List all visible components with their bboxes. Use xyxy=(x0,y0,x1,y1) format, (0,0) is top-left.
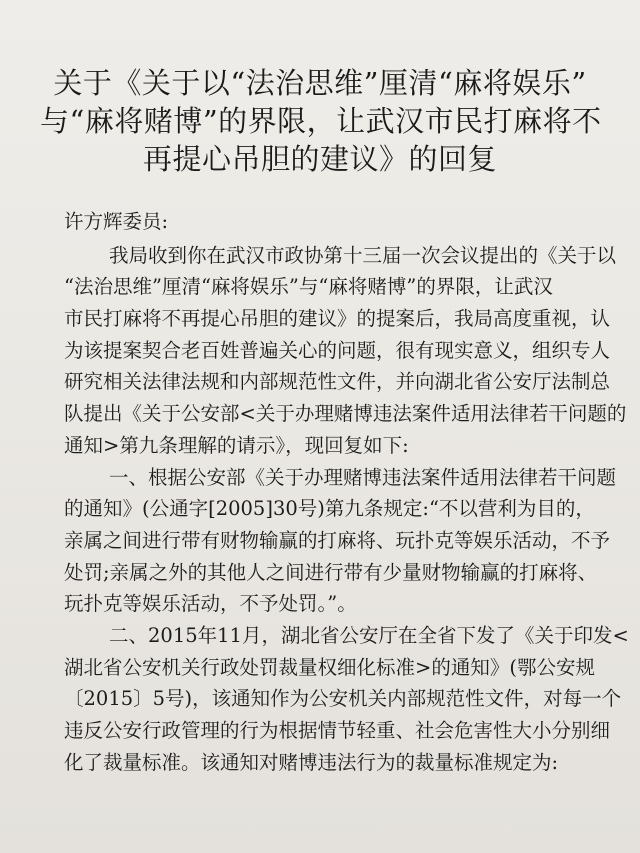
title-line: 再提心吊胆的建议》的回复 xyxy=(142,142,497,176)
title-line: 关于《关于以“法治思维”厘清“麻将娱乐” xyxy=(53,66,587,100)
paragraph-line: 一、根据公安部《关于办理赌博违法案件适用法律若干问题 xyxy=(109,465,617,489)
title-line: 与“麻将赌博”的界限，让武汉市民打麻将不 xyxy=(40,104,602,138)
paragraph-line: 通知>第九条理解的请示》，现回复如下: xyxy=(64,433,409,457)
paragraph-line: 违反公安行政管理的行为根据情节轻重、社会危害性大小分别细 xyxy=(64,719,611,742)
paragraph-line: “法治思维”厘清“麻将娱乐”与“麻将赌博”的界限，让武汉 xyxy=(64,275,553,299)
paragraph-line: 〔2015〕5号)，该通知作为公安机关内部规范性文件，对每一个 xyxy=(64,687,622,711)
paragraph-line: 二、2015年11月，湖北省公安厅在全省下发了《关于印发< xyxy=(109,623,629,647)
paragraph-line: 化了裁量标准。该通知对赌博违法行为的裁量标准规定为: xyxy=(64,750,559,774)
salutation: 许方辉委员: xyxy=(64,210,169,233)
document-title xyxy=(40,64,600,178)
paragraph-line: 队提出《关于公安部<关于办理赌博违法案件适用法律若干问题的 xyxy=(64,402,627,426)
paragraph-line: 我局收到你在武汉市政协第十三届一次会议提出的《关于以 xyxy=(109,243,617,267)
paragraph-line: 湖北省公安机关行政处罚裁量权细化标准>的通知》(鄂公安规 xyxy=(64,655,595,679)
paragraph-line: 的通知》(公通字[2005]30号)第九条规定:“不以营利为目的， xyxy=(64,497,595,521)
paragraph-line: 市民打麻将不再提心吊胆的建议》的提案后，我局高度重视，认 xyxy=(64,307,611,331)
paragraph-line: 为该提案契合老百姓普遍关心的问题，很有现实意义，组织专人 xyxy=(64,338,611,362)
paragraph-line: 处罚;亲属之外的其他人之间进行带有少量财物输赢的打麻将、 xyxy=(64,560,598,584)
paragraph-line: 玩扑克等娱乐活动，不予处罚。”。 xyxy=(64,592,357,616)
paragraph-line: 研究相关法律法规和内部规范性文件，并向湖北省公安厅法制总 xyxy=(64,370,611,394)
document-body xyxy=(64,206,629,778)
paragraph-line: 亲属之间进行带有财物输赢的打麻将、玩扑克等娱乐活动，不予 xyxy=(64,528,611,552)
